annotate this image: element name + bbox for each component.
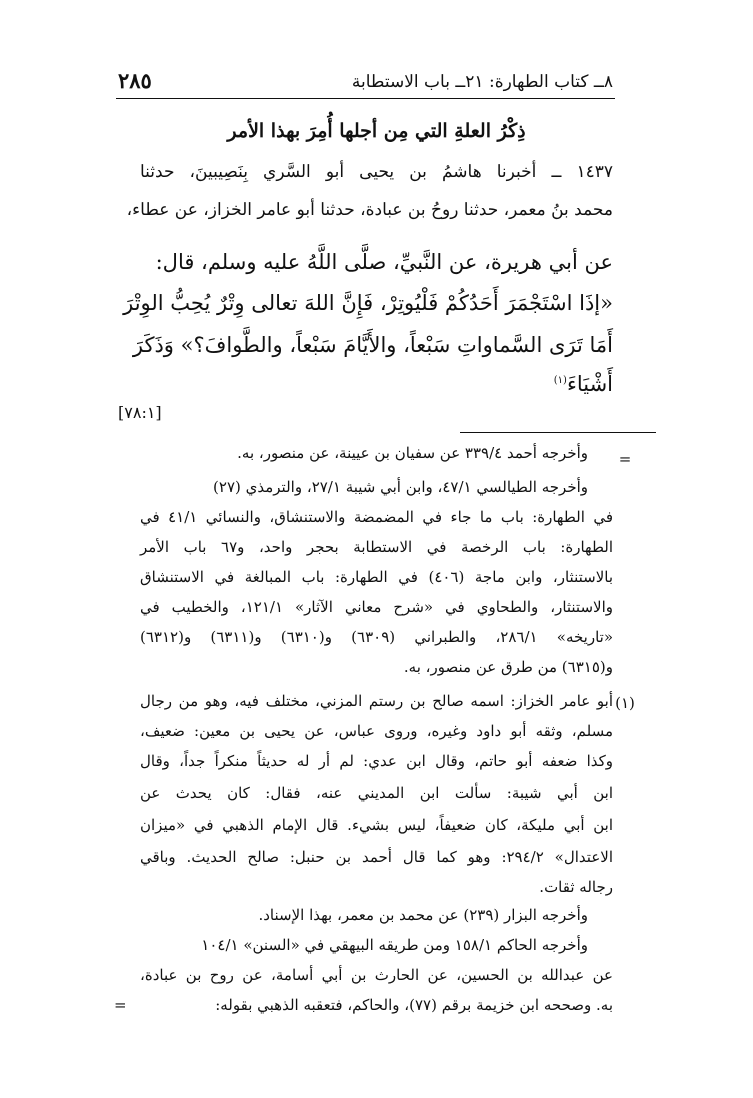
hadith-text: أَشْيَاءَ: [566, 372, 613, 396]
footnote-line: مسلم، وثقه أبو داود وغيره، وروى عباس، عن يحيى بن معين: ضعيف،: [140, 722, 613, 740]
footnote-line: به. وصححه ابن خزيمة برقم (٧٧)، والحاكم، فتعقبه الذهبي بقوله:: [215, 996, 613, 1014]
footnote-marker: (١): [553, 375, 567, 386]
continuation-mark-end: =: [114, 996, 127, 1014]
footnote-line: والاستنثار، والطحاوي في «شرح معاني الآثار» ١٢١/١، والخطيب في: [140, 598, 613, 616]
hadith-line: عن أبي هريرة، عن النَّبيِّ، صلَّى اللَّهُ عليه وسلم، قال:: [155, 250, 613, 274]
hadith-line: ١٤٣٧ ــ أخبرنا هاشمُ بن يحيى أبو السَّري بِنَصِيبينَ، حدثنا: [140, 162, 613, 182]
footnote-rule: [460, 432, 656, 433]
footnote-line: وأخرجه البزار (٢٣٩) عن محمد بن معمر، بهذا الإسناد.: [258, 906, 588, 924]
hadith-line: محمد بنُ معمر، حدثنا روحُ بن عبادة، حدثنا أبو عامر الخزاز، عن عطاء،: [126, 200, 613, 220]
page-number: ٢٨٥: [118, 68, 152, 93]
section-title: ذِكْرُ العلةِ التي مِن أجلها أُمِرَ بهذا الأمر: [227, 120, 526, 142]
hadith-line-last: [554, 372, 613, 396]
reference: [٧٨:١]: [118, 403, 162, 422]
footnote-line: في الطهارة: باب ما جاء في المضمضة والاستنشاق، والنسائي ٤١/١ في: [140, 508, 613, 526]
footnote-line: وأخرجه الطيالسي ٤٧/١، وابن أبي شيبة ٢٧/١، والترمذي (٢٧): [213, 478, 588, 496]
footnote-line: الطهارة: باب الرخصة في الاستطابة بحجر واحد، و٦٧ باب الأمر: [140, 538, 614, 556]
hadith-line: «إذَا اسْتَجْمَرَ أَحَدُكُمْ فَلْيُوتِرْ، فَإِنَّ اللهَ تعالى وِتْرٌ يُحِبُّ الوِتْرَ: [123, 291, 613, 315]
footnote-line: ابن أبي مليكة، كان ضعيفاً، ليس بشيء. قال الإمام الذهبي في «ميزان: [140, 816, 613, 834]
footnote-line: وكذا ضعفه أبو حاتم، وقال ابن عدي: لم أر له حديثاً منكراً جداً، وقال: [140, 752, 613, 770]
footnote-line: وأخرجه الحاكم ١٥٨/١ ومن طريقه البيهقي في «السنن» ١٠٤/١: [201, 936, 588, 954]
footnote-line: وأخرجه أحمد ٣٣٩/٤ عن سفيان بن عيينة، عن منصور، به.: [237, 444, 588, 462]
footnote-line: عن عبدالله بن الحسين، عن الحارث بن أبي أسامة، عن روح بن عبادة،: [140, 966, 613, 984]
footnote-line: بالاستنثار، وابن ماجة (٤٠٦) في الطهارة: باب المبالغة في الاستنشاق: [140, 568, 613, 586]
footnote-line: و(٦٣١٥) من طرق عن منصور، به.: [403, 658, 613, 676]
footnote-number: (١): [615, 694, 635, 712]
running-title: ٨ــ كتاب الطهارة: ٢١ــ باب الاستطابة: [351, 72, 613, 92]
header-rule: [116, 98, 615, 99]
continuation-mark: =: [618, 450, 632, 468]
footnote-line: الاعتدال» ٢٩٤/٢: وهو كما قال أحمد بن حنبل: صالح الحديث. وباقي: [140, 848, 613, 866]
footnote-line: ابن أبي شيبة: سألت ابن المديني عنه، فقال: كان يحدث عن: [140, 784, 613, 802]
footnote-line: أبو عامر الخزاز: اسمه صالح بن رستم المزني، مختلف فيه، وهو من رجال: [140, 692, 613, 710]
footnote-line: رجاله ثقات.: [539, 878, 613, 896]
footnote-line: «تاريخه» ٢٨٦/١، والطبراني (٦٣٠٩) و(٦٣١٠) و(٦٣١١) و(٦٣١٢): [140, 628, 614, 646]
hadith-line: أَمَا تَرَى السَّماواتِ سَبْعاً، والأَيَّامَ سَبْعاً، والطَّوافَ؟» وَذَكَرَ: [132, 333, 613, 357]
